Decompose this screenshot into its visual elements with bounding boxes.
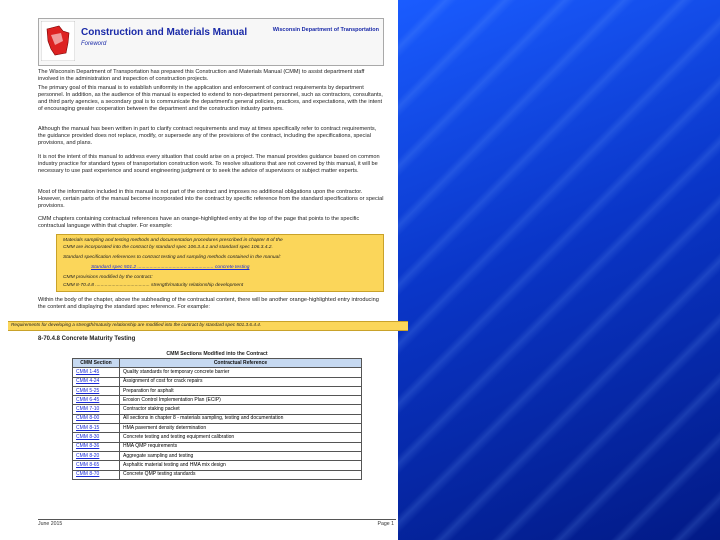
footer-date: June 2015 [38,521,63,527]
table-row [73,405,362,414]
column-header: CMM Section [73,359,120,368]
cmm-section-link[interactable]: CMM 8-00 [73,414,120,423]
box-line: CMM are incorporated into the contract by standard spec 106.3.4.1 and standard spec 106.3.4.2. [63,245,273,250]
table-row [73,424,362,433]
paragraph-primary-goal: The primary goal of this manual is to establish uniformity in the application and enforcement of contract requirements by department personnel. In addition, as the audience of this manual is expected to extend to non-department personnel, such as contractors, consultants, and third party agencies, a secondary goal is to communicate the department's general policies, practices, and expectations, with the intent of encouraging greater cooperation between the department and the construction industry partners. [38,85,383,112]
contractual-reference: Contractor staking packet [120,405,362,414]
decorative-blue-panel [398,0,720,540]
contractual-reference: Erosion Control Implementation Plan (ECIP) [120,396,362,405]
box-line: CMM provisions modified by the contract: [63,275,153,280]
cmm-section-link[interactable]: CMM 1-45 [73,368,120,377]
contractual-reference: Assignment of cost for crack repairs [120,377,362,386]
cmm-section-link[interactable]: CMM 5-25 [73,386,120,395]
cmm-section-link[interactable]: CMM 8-65 [73,461,120,470]
box-line: Materials sampling and testing methods and documentation procedures prescribed in chapter 8 of the [63,238,283,243]
contractual-reference: Concrete QMP testing standards [120,470,362,479]
contractual-reference: Asphaltic material testing and HMA mix design [120,461,362,470]
paragraph-after-box: Within the body of the chapter, above the subheading of the contractual content, there will be another orange-highlighted entry introducing the content and displaying the standard spec reference. For example: [38,297,379,310]
cmm-section-link[interactable]: CMM 7-10 [73,405,120,414]
table-row [73,414,362,423]
section-heading: 8-70.4.8 Concrete Maturity Testing [38,336,136,342]
paragraph-contract: Most of the information included in this manual is not part of the contract and imposes no additional obligations upon the contractor. However, certain parts of the manual become incorporated into the contract by specific reference from the standard specifications or special provisions. [38,189,384,209]
contractual-reference-strip [8,321,408,331]
contractual-reference: Quality standards for temporary concrete barrier [120,368,362,377]
table-row [73,368,362,377]
footer-page-number: Page 1 [377,521,394,527]
table-row [73,470,362,479]
manual-header [38,18,384,66]
table-caption: CMM Sections Modified into the Contract [166,351,268,357]
manual-title: Construction and Materials Manual [81,27,248,38]
cmm-section-link[interactable]: CMM 8-70 [73,470,120,479]
contractual-reference: All sections in chapter 8 - materials sampling, testing and documentation [120,414,362,423]
cmm-section-link[interactable]: CMM 8-20 [73,451,120,460]
contractual-reference: Aggregate sampling and testing [120,451,362,460]
cmm-section-link[interactable]: CMM 4-24 [73,377,120,386]
table-row [73,377,362,386]
table-row [73,461,362,470]
box-line: Standard specification references to contract testing and sampling methods contained in the manual: [63,255,281,260]
strip-text: Requirements for developing a strength/maturity relationship are modified into the contract by standard spec 501.3.6.4.4. [11,322,262,327]
cmm-sections-table [72,358,362,480]
contractual-reference-box [56,234,384,292]
paragraph-chapters: CMM chapters containing contractual references have an orange-highlighted entry at the top of the page that points to the specific contractual language within that chapter. For example: [38,216,360,229]
table-header-row [73,359,362,368]
table-row [73,442,362,451]
paragraph-intent: It is not the intent of this manual to address every situation that could arise on a project. The manual provides guidance based on common industry practice for standard types of transportation construction work. To resolve situations that are not covered by this manual, it will be necessary to use past experience and sound engineering judgment or to seek the advice of supervisors or subject matter experts. [38,154,380,174]
standard-spec-link[interactable]: Standard spec 501.2 ........................................................ concrete testing [91,265,250,270]
manual-subtitle: Foreword [81,41,107,47]
table-row [73,433,362,442]
column-header: Contractual Reference [120,359,362,368]
table-row [73,386,362,395]
cmm-section-link[interactable]: CMM 8-15 [73,424,120,433]
contractual-reference: HMA pavement density determination [120,424,362,433]
contractual-reference: Concrete testing and testing equipment calibration [120,433,362,442]
contractual-reference: HMA QMP requirements [120,442,362,451]
table-row [73,396,362,405]
table-row [73,451,362,460]
cmm-section-link[interactable]: CMM 6-45 [73,396,120,405]
cmm-section-link[interactable]: CMM 8-30 [73,433,120,442]
paragraph-intro: The Wisconsin Department of Transportation has prepared this Construction and Materials Manual (CMM) to assist department staff involved in the administration and inspection of construction projects. [38,69,365,82]
wisdot-map-logo-icon [41,21,75,61]
cmm-section-link[interactable]: CMM 8-36 [73,442,120,451]
footer-divider [38,519,396,520]
contractual-reference: Preparation for asphalt [120,386,362,395]
department-name: Wisconsin Department of Transportation [272,27,379,33]
cmm-section-link[interactable]: CMM 8-70.4.8 ........................................ strength/maturity relationship development [63,283,244,288]
paragraph-guidance: Although the manual has been written in part to clarify contract requirements and may at times specifically refer to contract requirements, the guidance provided does not replace, modify, or supersede any of the provisions of the contract, including the specifications, special provisions, and plans. [38,126,377,146]
